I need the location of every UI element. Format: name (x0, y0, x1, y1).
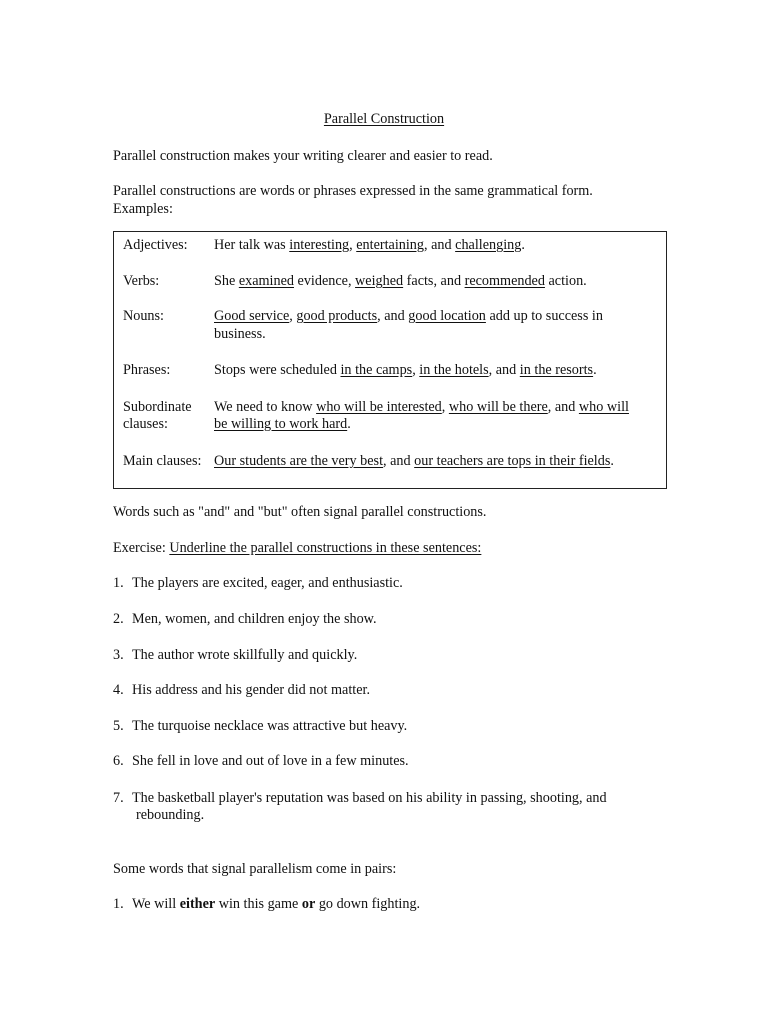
example-label-nouns: Nouns: (123, 308, 164, 324)
sentence-text: The author wrote skillfully and quickly. (132, 647, 358, 663)
page-title: Parallel Construction (323, 111, 445, 127)
example-label-subordinate-line2: clauses: (123, 416, 168, 432)
pairs-intro: Some words that signal parallelism come in pairs: (113, 861, 397, 877)
sentence-number: 7. (113, 790, 124, 806)
pair-text: We will either win this game or go down fighting. (132, 896, 421, 912)
example-label-main: Main clauses: (123, 453, 202, 469)
sentence-text: The basketball player's reputation was based on his ability in passing, shooting, and (132, 790, 607, 806)
intro-paragraph-2: Parallel constructions are words or phrases expressed in the same grammatical form. (113, 183, 593, 199)
sentence-number: 2. (113, 611, 124, 627)
example-label-subordinate: Subordinate (123, 399, 192, 415)
sentence-text: The players are excited, eager, and enthusiastic. (132, 575, 403, 591)
examples-box (113, 231, 667, 489)
sentence-text: His address and his gender did not matter. (132, 682, 370, 698)
sentence-number: 4. (113, 682, 124, 698)
sentence-number: 5. (113, 718, 124, 734)
signal-paragraph: Words such as "and" and "but" often signal parallel constructions. (113, 504, 487, 520)
example-text-main: Our students are the very best, and our teachers are tops in their fields. (214, 453, 614, 469)
sentence-text: She fell in love and out of love in a few minutes. (132, 753, 409, 769)
example-text-adjectives: Her talk was interesting, entertaining, and challenging. (214, 237, 525, 253)
example-text-nouns-line2: business. (214, 326, 266, 342)
exercise-instruction: Exercise: Underline the parallel constructions in these sentences: (113, 540, 482, 556)
sentence-text: The turquoise necklace was attractive but heavy. (132, 718, 408, 734)
example-text-nouns: Good service, good products, and good location add up to success in (214, 308, 603, 324)
intro-paragraph-1: Parallel construction makes your writing clearer and easier to read. (113, 148, 493, 164)
example-text-subordinate-line2: be willing to work hard. (214, 416, 351, 432)
example-label-adjectives: Adjectives: (123, 237, 188, 253)
sentence-number: 6. (113, 753, 124, 769)
example-text-subordinate: We need to know who will be interested, who will be there, and who will (214, 399, 629, 415)
sentence-number: 3. (113, 647, 124, 663)
example-text-verbs: She examined evidence, weighed facts, and recommended action. (214, 273, 587, 289)
sentence-number: 1. (113, 575, 124, 591)
sentence-text: Men, women, and children enjoy the show. (132, 611, 377, 627)
example-label-phrases: Phrases: (123, 362, 171, 378)
example-text-phrases: Stops were scheduled in the camps, in the hotels, and in the resorts. (214, 362, 597, 378)
examples-heading: Examples: (113, 201, 173, 217)
sentence-text-continued: rebounding. (136, 807, 205, 823)
pair-number: 1. (113, 896, 124, 912)
example-label-verbs: Verbs: (123, 273, 160, 289)
